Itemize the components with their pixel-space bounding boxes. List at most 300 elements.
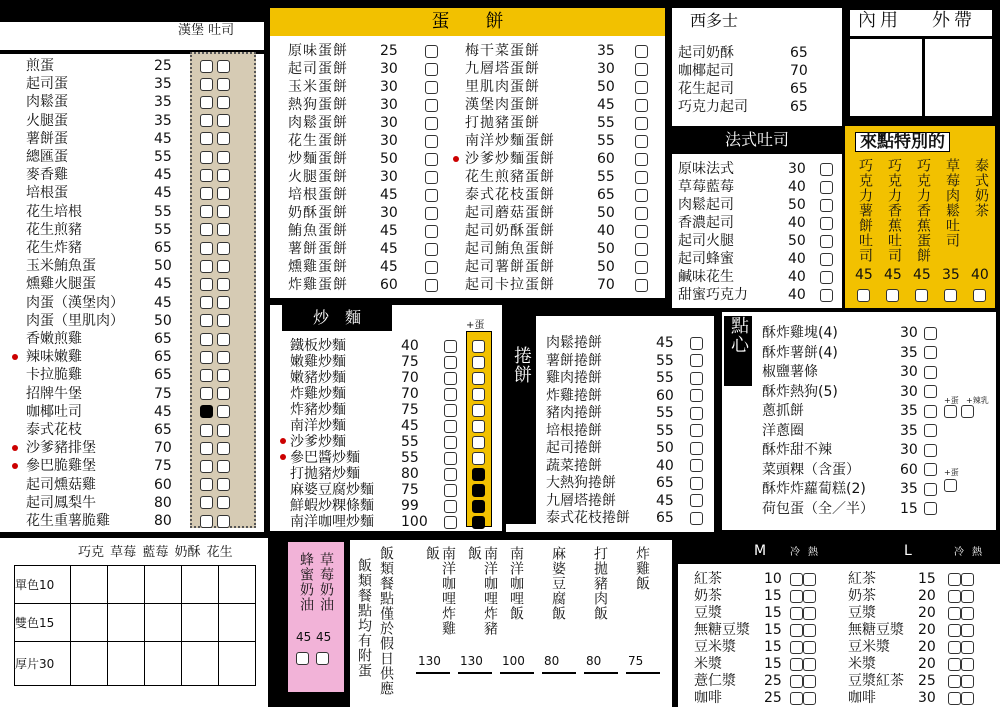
special-check[interactable] <box>857 289 870 302</box>
snack-item-name: 酥炸熱狗(5) <box>762 383 838 400</box>
roll-check[interactable] <box>690 389 703 402</box>
drink-hot-check[interactable] <box>961 607 974 620</box>
toast-check[interactable] <box>217 351 230 364</box>
roll-check[interactable] <box>690 494 703 507</box>
noodle-item-name: 沙爹炒麵 <box>290 434 346 450</box>
noodle-egg-check[interactable] <box>472 516 485 529</box>
drink-hot-check[interactable] <box>961 641 974 654</box>
snack-panel <box>720 310 998 532</box>
snack-check-wrap <box>924 441 937 459</box>
egg-check-wrap <box>635 150 648 168</box>
french-check[interactable] <box>820 289 833 302</box>
roll-check-wrap <box>690 334 703 352</box>
burger-check[interactable] <box>200 314 213 327</box>
noodle-egg-check[interactable] <box>472 340 485 353</box>
drink-l-price: 20 <box>918 588 936 604</box>
roll-item-price: 65 <box>656 475 674 491</box>
snack-check[interactable] <box>924 346 937 359</box>
toast-check[interactable] <box>217 424 230 437</box>
burger-item-name: 花生重薯脆雞 <box>26 513 110 529</box>
french-check[interactable] <box>820 235 833 248</box>
noodle-item-price: 75 <box>401 354 419 370</box>
french-item-price: 40 <box>788 251 806 267</box>
burger-item-name: 花生煎豬 <box>26 221 82 238</box>
egg-check-wrap <box>635 60 648 78</box>
snack-check[interactable] <box>924 366 937 379</box>
thick-cell[interactable] <box>71 604 108 642</box>
burger-check[interactable] <box>200 223 213 236</box>
thick-cell[interactable] <box>71 566 108 604</box>
toast-check[interactable] <box>217 478 230 491</box>
roll-item-price: 55 <box>656 405 674 421</box>
special-check[interactable] <box>944 289 957 302</box>
french-item-price: 50 <box>788 233 806 249</box>
snack-check[interactable] <box>924 327 937 340</box>
burger-item-price: 50 <box>154 312 172 329</box>
burger-check[interactable] <box>200 132 213 145</box>
burger-item-name: 花生培根 <box>26 203 82 220</box>
snack-check[interactable] <box>924 502 937 515</box>
toast-check[interactable] <box>217 387 230 400</box>
french-check[interactable] <box>820 271 833 284</box>
egg-check[interactable] <box>635 153 648 166</box>
thick-cell[interactable] <box>182 566 219 604</box>
rice-item-price: 80 <box>586 654 602 668</box>
drink-m-checks <box>790 672 816 690</box>
french-check[interactable] <box>820 199 833 212</box>
burger-check[interactable] <box>200 442 213 455</box>
special-check[interactable] <box>973 289 986 302</box>
burger-item-name: 麥香雞 <box>26 167 68 184</box>
egg-item-name: 熱狗蛋餅 <box>288 97 348 113</box>
snack-check[interactable] <box>924 405 937 418</box>
drink-cold-check[interactable] <box>790 675 803 688</box>
thick-row-thick: 厚片30 <box>15 642 71 686</box>
drink-cold-check[interactable] <box>948 692 961 705</box>
burger-check[interactable] <box>200 260 213 273</box>
french-check[interactable] <box>820 163 833 176</box>
drink-hot-check[interactable] <box>803 658 816 671</box>
hot-dot <box>453 156 459 162</box>
drink-cold-check[interactable] <box>948 590 961 603</box>
burger-checks <box>200 330 230 348</box>
snack-extra2 <box>944 476 957 494</box>
burger-check[interactable] <box>200 478 213 491</box>
toast-check[interactable] <box>217 496 230 509</box>
noodle-egg-check[interactable] <box>472 484 485 497</box>
burger-checks <box>200 130 230 148</box>
drink-hot-check[interactable] <box>803 675 816 688</box>
toast-check[interactable] <box>217 314 230 327</box>
drink-l-label: L <box>904 543 912 559</box>
drink-cold-check[interactable] <box>948 624 961 637</box>
french-check[interactable] <box>820 217 833 230</box>
egg-check[interactable] <box>635 117 648 130</box>
snack-item-price: 35 <box>900 422 918 439</box>
noodle-check[interactable] <box>444 452 457 465</box>
drink-m-name: 無糖豆漿 <box>694 622 750 638</box>
snack-item-price: 35 <box>900 403 918 419</box>
noodle-egg-check[interactable] <box>472 436 485 449</box>
pink-panel <box>288 542 344 692</box>
egg-check-wrap <box>425 42 438 60</box>
snack-item-name: 菜頭粿（含蛋） <box>762 461 860 478</box>
snack-check[interactable] <box>924 444 937 457</box>
special-check[interactable] <box>886 289 899 302</box>
burger-check[interactable] <box>200 296 213 309</box>
burger-item-price: 50 <box>154 258 172 275</box>
roll-check[interactable] <box>690 459 703 472</box>
drink-cold-check[interactable] <box>790 624 803 637</box>
snack-check[interactable] <box>924 483 937 496</box>
drink-cold-check[interactable] <box>948 641 961 654</box>
drink-hot-check[interactable] <box>803 692 816 705</box>
special-check-wrap <box>915 286 928 304</box>
egg-item-name: 花生蛋餅 <box>288 133 348 149</box>
snack-egg-check[interactable] <box>944 479 957 492</box>
egg-check[interactable] <box>425 225 438 238</box>
egg-item-price: 30 <box>380 205 398 221</box>
pink-check-0[interactable] <box>296 652 309 665</box>
burger-item-price: 45 <box>154 185 172 202</box>
burger-item-name: 肉蛋（里肌肉） <box>26 312 124 329</box>
rice-item-name: 炸雞飯 <box>634 546 650 591</box>
burger-checks <box>200 275 230 293</box>
burger-check[interactable] <box>200 205 213 218</box>
burger-check[interactable] <box>200 169 213 182</box>
burger-check[interactable] <box>200 405 213 418</box>
thick-cell[interactable] <box>108 566 145 604</box>
egg-check[interactable] <box>635 279 648 292</box>
burger-check[interactable] <box>200 351 213 364</box>
egg-check[interactable] <box>635 81 648 94</box>
french-check-wrap <box>820 214 833 232</box>
noodle-check[interactable] <box>444 404 457 417</box>
egg-check[interactable] <box>425 207 438 220</box>
drink-hot-check[interactable] <box>961 624 974 637</box>
special-panel <box>843 124 997 310</box>
toast-check[interactable] <box>217 169 230 182</box>
burger-check[interactable] <box>200 60 213 73</box>
noodle-check[interactable] <box>444 356 457 369</box>
roll-check[interactable] <box>690 424 703 437</box>
pink-check-1[interactable] <box>316 652 329 665</box>
drink-hot-check[interactable] <box>961 658 974 671</box>
drink-hot-check[interactable] <box>961 692 974 705</box>
thick-cell[interactable] <box>145 604 182 642</box>
toast-check[interactable] <box>217 460 230 473</box>
roll-check[interactable] <box>690 337 703 350</box>
snack-check[interactable] <box>924 424 937 437</box>
drink-cold-check[interactable] <box>790 641 803 654</box>
noodle-egg-check[interactable] <box>472 372 485 385</box>
egg-check[interactable] <box>635 63 648 76</box>
pink-price-1: 45 <box>316 630 332 644</box>
thick-cell[interactable] <box>182 642 219 686</box>
egg-item-name: 起司蘑菇蛋餅 <box>465 205 555 221</box>
burger-item-name: 沙爹豬排堡 <box>26 440 96 457</box>
noodle-check[interactable] <box>444 500 457 513</box>
burger-check[interactable] <box>200 114 213 127</box>
burger-check[interactable] <box>200 387 213 400</box>
special-item-name: 巧克力香蕉吐司 <box>886 158 902 263</box>
noodle-check-wrap <box>444 513 457 531</box>
drink-l-name: 無糖豆漿 <box>848 622 904 638</box>
egg-item-name: 炒麵蛋餅 <box>288 151 348 167</box>
noodle-item-price: 75 <box>401 402 419 418</box>
burger-item-name: 總匯蛋 <box>26 149 68 165</box>
egg-check[interactable] <box>425 63 438 76</box>
french-item-name: 甜蜜巧克力 <box>678 287 748 303</box>
toast-check[interactable] <box>217 96 230 109</box>
burger-item-price: 45 <box>154 276 172 293</box>
drink-hot-check[interactable] <box>803 607 816 620</box>
burger-item-price: 45 <box>154 130 172 147</box>
noodle-check[interactable] <box>444 484 457 497</box>
drink-cold-check[interactable] <box>790 590 803 603</box>
drink-cold-check[interactable] <box>790 573 803 586</box>
noodle-egg-check[interactable] <box>472 468 485 481</box>
burger-check[interactable] <box>200 424 213 437</box>
burger-check[interactable] <box>200 333 213 346</box>
roll-check[interactable] <box>690 442 703 455</box>
egg-check[interactable] <box>635 45 648 58</box>
toast-check[interactable] <box>217 60 230 73</box>
egg-check[interactable] <box>635 225 648 238</box>
drink-cold-check[interactable] <box>948 607 961 620</box>
snack-spicy-check[interactable] <box>961 405 974 418</box>
noodle-check[interactable] <box>444 372 457 385</box>
drink-cold-check[interactable] <box>948 675 961 688</box>
french-item-price: 50 <box>788 197 806 213</box>
drink-hot-check[interactable] <box>803 641 816 654</box>
noodle-check[interactable] <box>444 436 457 449</box>
toast-check[interactable] <box>217 278 230 291</box>
roll-check[interactable] <box>690 407 703 420</box>
toast-check[interactable] <box>217 132 230 145</box>
noodle-check[interactable] <box>444 468 457 481</box>
burger-check[interactable] <box>200 78 213 91</box>
thick-cell[interactable] <box>219 566 256 604</box>
toast-check[interactable] <box>217 223 230 236</box>
drink-l-price: 20 <box>918 656 936 672</box>
drink-hot-check[interactable] <box>961 675 974 688</box>
egg-check[interactable] <box>635 171 648 184</box>
egg-check[interactable] <box>635 243 648 256</box>
toast-check[interactable] <box>217 205 230 218</box>
roll-item-name: 雞肉捲餅 <box>546 370 602 386</box>
special-item-name: 草莓肉鬆吐司 <box>944 158 960 248</box>
toast-item-price: 65 <box>790 45 808 61</box>
burger-item-price: 55 <box>154 149 172 165</box>
egg-check[interactable] <box>425 81 438 94</box>
toast-check[interactable] <box>217 442 230 455</box>
egg-check[interactable] <box>635 189 648 202</box>
egg-check[interactable] <box>425 279 438 292</box>
dine-out-label: 外帶 <box>932 10 976 31</box>
toast-check[interactable] <box>217 369 230 382</box>
egg-check[interactable] <box>425 243 438 256</box>
noodle-check[interactable] <box>444 420 457 433</box>
noodle-egg-check[interactable] <box>472 420 485 433</box>
egg-check-wrap <box>635 132 648 150</box>
drink-cold-check[interactable] <box>948 658 961 671</box>
french-item-price: 40 <box>788 215 806 231</box>
toast-check[interactable] <box>217 151 230 164</box>
snack-item-name: 蔥抓餅 <box>762 403 804 419</box>
egg-check[interactable] <box>425 261 438 274</box>
snack-item-name: 椒鹽薯條 <box>762 364 818 380</box>
egg-check[interactable] <box>635 207 648 220</box>
snack-title: 點心 <box>724 316 752 386</box>
roll-check[interactable] <box>690 512 703 525</box>
toast-check[interactable] <box>217 78 230 91</box>
toast-check[interactable] <box>217 260 230 273</box>
drink-m-price: 15 <box>764 656 782 672</box>
snack-item-price: 35 <box>900 481 918 497</box>
burger-item-name: 煎蛋 <box>26 58 54 74</box>
special-item-name: 巧克力薯餅吐司 <box>857 158 873 263</box>
toast-check[interactable] <box>217 333 230 346</box>
roll-check[interactable] <box>690 372 703 385</box>
toast-check[interactable] <box>217 242 230 255</box>
egg-check[interactable] <box>425 153 438 166</box>
egg-check[interactable] <box>425 171 438 184</box>
egg-item-price: 25 <box>380 43 398 59</box>
special-check[interactable] <box>915 289 928 302</box>
burger-checks <box>200 148 230 166</box>
egg-check[interactable] <box>425 117 438 130</box>
snack-item-name: 洋蔥圈 <box>762 422 804 439</box>
egg-item-price: 50 <box>597 79 615 95</box>
egg-item-name: 里肌肉蛋餅 <box>465 79 540 95</box>
thick-cell[interactable] <box>108 604 145 642</box>
snack-check[interactable] <box>924 463 937 476</box>
burger-check[interactable] <box>200 151 213 164</box>
egg-check-wrap <box>425 186 438 204</box>
snack-check[interactable] <box>924 385 937 398</box>
burger-item-price: 65 <box>154 240 172 256</box>
egg-check[interactable] <box>425 135 438 148</box>
toast-check[interactable] <box>217 187 230 200</box>
noodle-check[interactable] <box>444 516 457 529</box>
roll-check-wrap <box>690 387 703 405</box>
drink-l-name: 豆漿紅茶 <box>848 673 904 689</box>
burger-check[interactable] <box>200 460 213 473</box>
egg-item-price: 45 <box>380 259 398 275</box>
egg-check[interactable] <box>425 45 438 58</box>
drink-l-name: 豆漿 <box>848 605 876 621</box>
toast-check[interactable] <box>217 405 230 418</box>
drink-hot-check[interactable] <box>803 573 816 586</box>
drink-m-name: 薏仁漿 <box>694 673 736 689</box>
burger-item-name: 起司蛋 <box>26 76 68 93</box>
noodle-check[interactable] <box>444 340 457 353</box>
roll-check[interactable] <box>690 477 703 490</box>
roll-check[interactable] <box>690 354 703 367</box>
roll-check-wrap <box>690 352 703 370</box>
noodle-item-price: 100 <box>401 514 428 530</box>
special-check-wrap <box>944 286 957 304</box>
thick-cell[interactable] <box>108 642 145 686</box>
french-check[interactable] <box>820 181 833 194</box>
drink-hot-check[interactable] <box>961 590 974 603</box>
thick-cell[interactable] <box>145 566 182 604</box>
burger-check[interactable] <box>200 515 213 528</box>
french-item-name: 原味法式 <box>678 161 734 177</box>
drink-l-price: 30 <box>918 690 936 706</box>
noodle-egg-check[interactable] <box>472 404 485 417</box>
rice-line <box>584 672 618 674</box>
thick-cell[interactable] <box>71 642 108 686</box>
drink-cold-check[interactable] <box>790 607 803 620</box>
egg-item-name: 原味蛋餅 <box>288 43 348 59</box>
burger-check[interactable] <box>200 96 213 109</box>
burger-check[interactable] <box>200 496 213 509</box>
drink-l-hot: 熱 <box>972 547 982 558</box>
egg-check[interactable] <box>425 99 438 112</box>
thick-cell[interactable] <box>182 604 219 642</box>
noodle-egg-check[interactable] <box>472 388 485 401</box>
french-item-name: 鹹味花生 <box>678 269 734 285</box>
drink-hot-check[interactable] <box>961 573 974 586</box>
toast-check[interactable] <box>217 296 230 309</box>
burger-check[interactable] <box>200 187 213 200</box>
drink-cold-check[interactable] <box>790 658 803 671</box>
burger-check[interactable] <box>200 242 213 255</box>
burger-check[interactable] <box>200 278 213 291</box>
roll-item-name: 大熱狗捲餅 <box>546 475 616 491</box>
egg-check[interactable] <box>425 189 438 202</box>
snack-egg-check[interactable] <box>944 405 957 418</box>
noodle-egg-check[interactable] <box>472 500 485 513</box>
burger-item-price: 65 <box>154 422 172 438</box>
drink-cold-check[interactable] <box>790 692 803 705</box>
toast-item-price: 65 <box>790 99 808 115</box>
egg-panel <box>270 8 665 298</box>
special-item-name: 巧克力香蕉蛋餅 <box>915 158 931 263</box>
rice-note: 飯類餐點僅於假日供應 <box>378 546 394 696</box>
burger-item-name: 起司鳳梨牛 <box>26 494 96 511</box>
drink-m-checks <box>790 587 816 605</box>
noodle-check[interactable] <box>444 388 457 401</box>
burger-check[interactable] <box>200 369 213 382</box>
egg-item-name: 梅干菜蛋餅 <box>465 43 540 59</box>
snack-extra <box>944 402 974 420</box>
egg-check[interactable] <box>635 99 648 112</box>
egg-item-name: 起司鮪魚蛋餅 <box>465 241 555 257</box>
snack-item-price: 60 <box>900 461 918 478</box>
egg-check-wrap <box>635 186 648 204</box>
roll-item-price: 55 <box>656 352 674 369</box>
drink-hot-check[interactable] <box>803 624 816 637</box>
thick-cell[interactable] <box>219 642 256 686</box>
drink-cold-check[interactable] <box>948 573 961 586</box>
egg-title: 蛋 餅 <box>270 8 665 36</box>
french-check[interactable] <box>820 253 833 266</box>
noodle-egg-check[interactable] <box>472 452 485 465</box>
egg-check[interactable] <box>635 261 648 274</box>
thick-cell[interactable] <box>219 604 256 642</box>
noodle-egg-check[interactable] <box>472 356 485 369</box>
thick-cell[interactable] <box>145 642 182 686</box>
toast-check[interactable] <box>217 114 230 127</box>
drink-hot-check[interactable] <box>803 590 816 603</box>
egg-check[interactable] <box>635 135 648 148</box>
toast-check[interactable] <box>217 515 230 528</box>
drink-l-checks <box>948 587 974 605</box>
burger-checks <box>200 512 230 530</box>
